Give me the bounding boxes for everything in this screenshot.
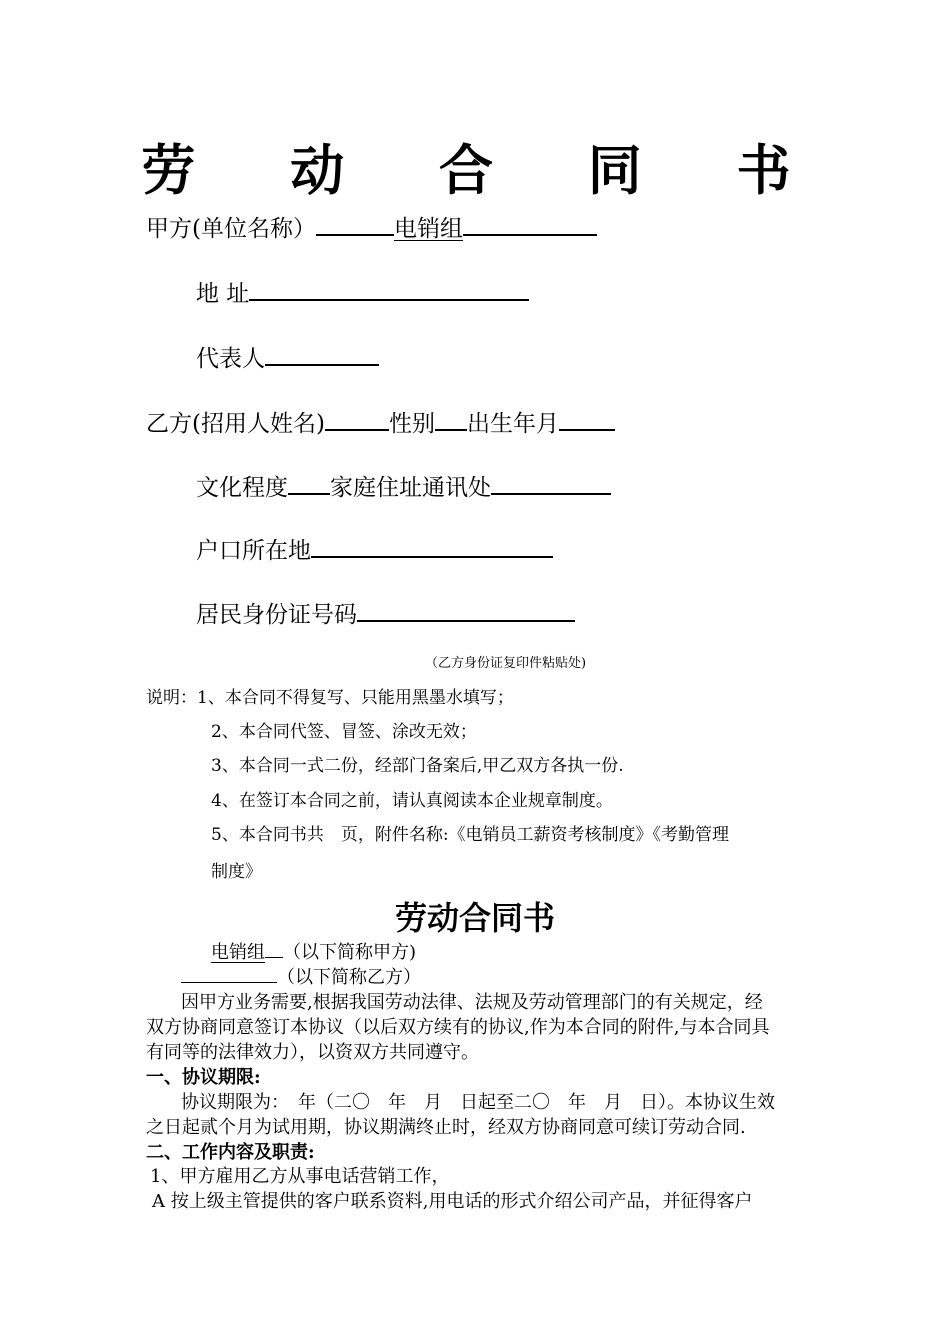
party-a-blank-tail[interactable] [463,210,597,236]
contract-party-b-row [181,964,421,990]
note-3: 3、本合同一式二份，经部门备案后,甲乙双方各执一份. [211,756,624,776]
party-b-row [146,405,615,438]
section-2-item-a: A 按上级主管提供的客户联系资料,用电话的形式介绍公司产品，并征得客户 [152,1191,753,1212]
party-a-value[interactable]: 电销组 [393,216,463,242]
id-number-label: 居民身份证号码 [196,602,357,628]
cover-title: 劳 动 合 同 书 [141,138,829,202]
hukou-label: 户口所在地 [196,538,311,564]
intro-line-2: 双方协商同意签订本协议（以后双方续有的协议,作为本合同的附件,与本合同具 [146,1017,770,1038]
party-b-name-field[interactable] [325,405,389,431]
note-4: 4、在签订本合同之前，请认真阅读本企业规章制度。 [211,791,613,811]
section-1-title: 一、协议期限: [146,1067,261,1088]
representative-row [196,340,379,373]
hukou-row [196,532,553,565]
birth-field[interactable] [559,405,615,431]
education-row [196,469,611,502]
party-b-label: 乙方(招用人姓名) [146,411,325,437]
address-field[interactable] [249,275,529,301]
contract-party-a-row [211,939,416,965]
section-2-title: 二、工作内容及职责: [146,1142,315,1163]
section-2-item-1: 1、甲方雇用乙方从事电话营销工作， [150,1166,450,1187]
note-5: 5、本合同书共 页，附件名称:《电销员工薪资考核制度》《考勤管理 [211,825,730,845]
note-1: 说明：1、本合同不得复写、只能用黑墨水填写； [146,688,514,708]
address-label: 地 址 [196,281,250,307]
home-address-field[interactable] [491,469,611,495]
representative-field[interactable] [265,340,379,366]
party-a-blank-lead[interactable] [316,210,394,236]
intro-line-1: 因甲方业务需要,根据我国劳动法律、法规及劳动管理部门的有关规定，经 [181,992,763,1013]
party-a-row [146,210,597,243]
note-5-cont: 制度》 [211,862,262,882]
gender-label: 性别 [388,411,435,437]
note-2: 2、本合同代签、冒签、涂改无效； [211,722,477,742]
representative-label: 代表人 [196,346,265,372]
contract-party-b-suffix: （以下简称乙方） [277,967,421,988]
section-1-line-2: 之日起贰个月为试用期，协议期满终止时，经双方协商同意可续订劳动合同. [146,1117,746,1138]
birth-label: 出生年月 [466,411,559,437]
section-1-line-1: 协议期限为： 年（二〇 年 月 日起至二〇 年 月 日）。本协议生效 [181,1092,775,1113]
id-number-row [196,596,575,629]
contract-title: 劳动合同书 [394,899,555,937]
education-field[interactable] [288,469,330,495]
home-address-label: 家庭住址通讯处 [330,475,491,501]
education-label: 文化程度 [196,475,288,501]
address-row [196,275,529,308]
contract-party-b-field[interactable] [181,964,277,983]
contract-party-a-suffix: （以下简称甲方) [283,942,417,963]
id-number-field[interactable] [357,596,575,622]
intro-line-3: 有同等的法律效力），以资双方共同遵守。 [146,1042,479,1063]
gender-field[interactable] [435,405,467,431]
id-copy-note: （乙方身份证复印件粘贴处) [425,656,587,671]
hukou-field[interactable] [311,532,553,558]
party-a-label: 甲方(单位名称） [146,216,316,242]
contract-party-a-value[interactable]: 电销组 [211,942,265,963]
contract-party-a-blank[interactable] [265,939,283,958]
